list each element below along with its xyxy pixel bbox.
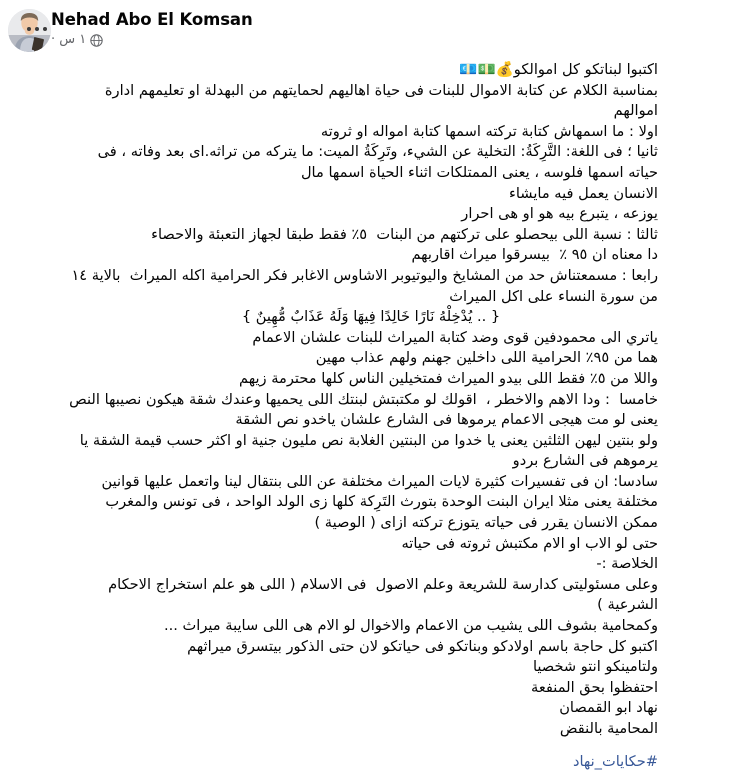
post-text-line: الانسان يعمل فيه مايشاء	[509, 184, 658, 202]
ellipsis-icon-dot	[35, 27, 40, 32]
ellipsis-icon-dot	[43, 27, 48, 32]
post-text-line: الخلاصة :-	[596, 555, 658, 573]
globe-icon	[90, 34, 103, 47]
post-text-line: ياتري الى محمودفين قوى وضد كتابة الميراث للبنات علشان الاعمام	[252, 328, 658, 346]
post-text-line: بمناسبة الكلام عن كتابة الاموال للبنات فى حياة اهاليهم لحمايتهم من البهدلة او تعليمهم ادارة اموالهم	[100, 81, 658, 120]
post-text-line: المحامية بالنقض	[559, 720, 658, 737]
post-text-line: اكتبوا لبناتكو كل اموالكو💰💵💶	[459, 61, 658, 78]
post-options-button[interactable]	[20, 18, 54, 40]
post-text-line: نهاد ابو القمصان	[559, 699, 658, 717]
post-text-line: حتى لو الاب او الام مكتبش ثروته فى حياته	[401, 534, 658, 552]
post-text-line: ثالثا : نسبة اللى بيحصلو على تركتهم من البنات ٥٪ فقط طبقا لجهاز التعبئة والاحصاء	[151, 225, 658, 243]
post-body	[0, 60, 746, 740]
post-text-line: ثانيا ؛ فى اللغة: التَّرِكَةُ: التخلية عن الشيء، وتَرِكَةُ الميت: ما يتركه من تراثه.اى بعد وفاته ، فى حياته اسمها فلوسه ، يعنى الممتلكات اثناء الحياة اسمها مال	[92, 143, 658, 181]
post-text-line: يوزعه ، يتبرع بيه هو او هى احرار	[461, 205, 658, 223]
post-text-line: دا معناه ان ٩٥ ٪ بيسرقوا ميراث اقاربهم	[411, 246, 658, 264]
post-text-line: رابعا : مسمعتناش حد من المشايخ واليوتيوبر الاشاوس الاغابر فكر الحرامية اكله الميراث بالاية ١٤ من سورة النساء على اكل الميراث	[66, 266, 658, 305]
post-text-line: وعلى مسئوليتى كدارسة للشريعة وعلم الاصول فى الاسلام ( اللى هو علم استخراج الاحكام الشرعية )	[103, 575, 658, 614]
post-text-line: { .. يُدْخِلْهُ نَارًا خَالِدًا فِيهَا وَلَهُ عَذَابٌ مُّهِينٌ }	[241, 308, 501, 326]
post-text-line: خامسا : ودا الاهم والاخطر ، اقولك لو مكتبتش لبنتك اللى يحميها وعندك شقة هيكون نصيبها النص	[69, 390, 658, 408]
post-text-line: اولا : ما اسمهاش كتابة تركته اسمها كتابة امواله او ثروته	[320, 122, 658, 140]
post-text-line: اكتبو كل حاجة باسم اولادكو وبناتكو فى حياتكو لان حتى الذكور بيتسرق ميراثهم	[187, 637, 658, 655]
post-meta-row	[51, 32, 103, 48]
post-text-line: وكمحامية بشوف اللى يشيب من الاعمام والاخوال لو الام هى اللى سايبة ميراث ...	[164, 617, 658, 635]
post-header-meta	[51, 9, 253, 48]
post-timestamp[interactable]: ١ س ·	[51, 32, 87, 47]
post-text-line: احتفظوا بحق المنفعة	[531, 678, 658, 696]
ellipsis-icon-dot	[27, 27, 32, 32]
post-text-line: يعنى لو مت هيجى الاعمام يرموها فى الشارع علشان ياخدو نص الشقة	[235, 411, 658, 429]
post-hashtag-link[interactable]: #حكايات_نهاد	[572, 752, 658, 770]
post-header	[0, 0, 746, 60]
post-text-line: سادسا: ان فى تفسيرات كثيرة لايات الميراث مختلفة عن اللى بنتقال لينا واتعمل عليها قوانين مختلفة يعنى مثلا ايران البنت الوحدة بتورث التَرِكة كلها زى الولد الواحد ، فى تونس والمغرب ممكن الانسان يقرر فى حياته يتوزع تركته ازاى ( الوصية )	[96, 472, 658, 532]
post-text-line: ولتامينكو انتو شخصيا	[532, 658, 658, 676]
author-name[interactable]: Nehad Abo El Komsan	[51, 10, 253, 29]
post-text-line: هما من ٩٥٪ الحرامية اللى داخلين جهنم ولهم عذاب مهين	[315, 349, 658, 367]
post-text-line: واللا من ٥٪ فقط اللى بيدو الميراث فمتخيلين الناس كلها محترمة زيهم	[239, 369, 658, 387]
post-text-line: ولو بنتين ليهن الثلثين يعنى يا خدوا من البنتين الغلابة نص مليون جنية او اكثر حسب قيمة الشقة يا يرموهم فى الشارع بردو	[75, 431, 658, 470]
